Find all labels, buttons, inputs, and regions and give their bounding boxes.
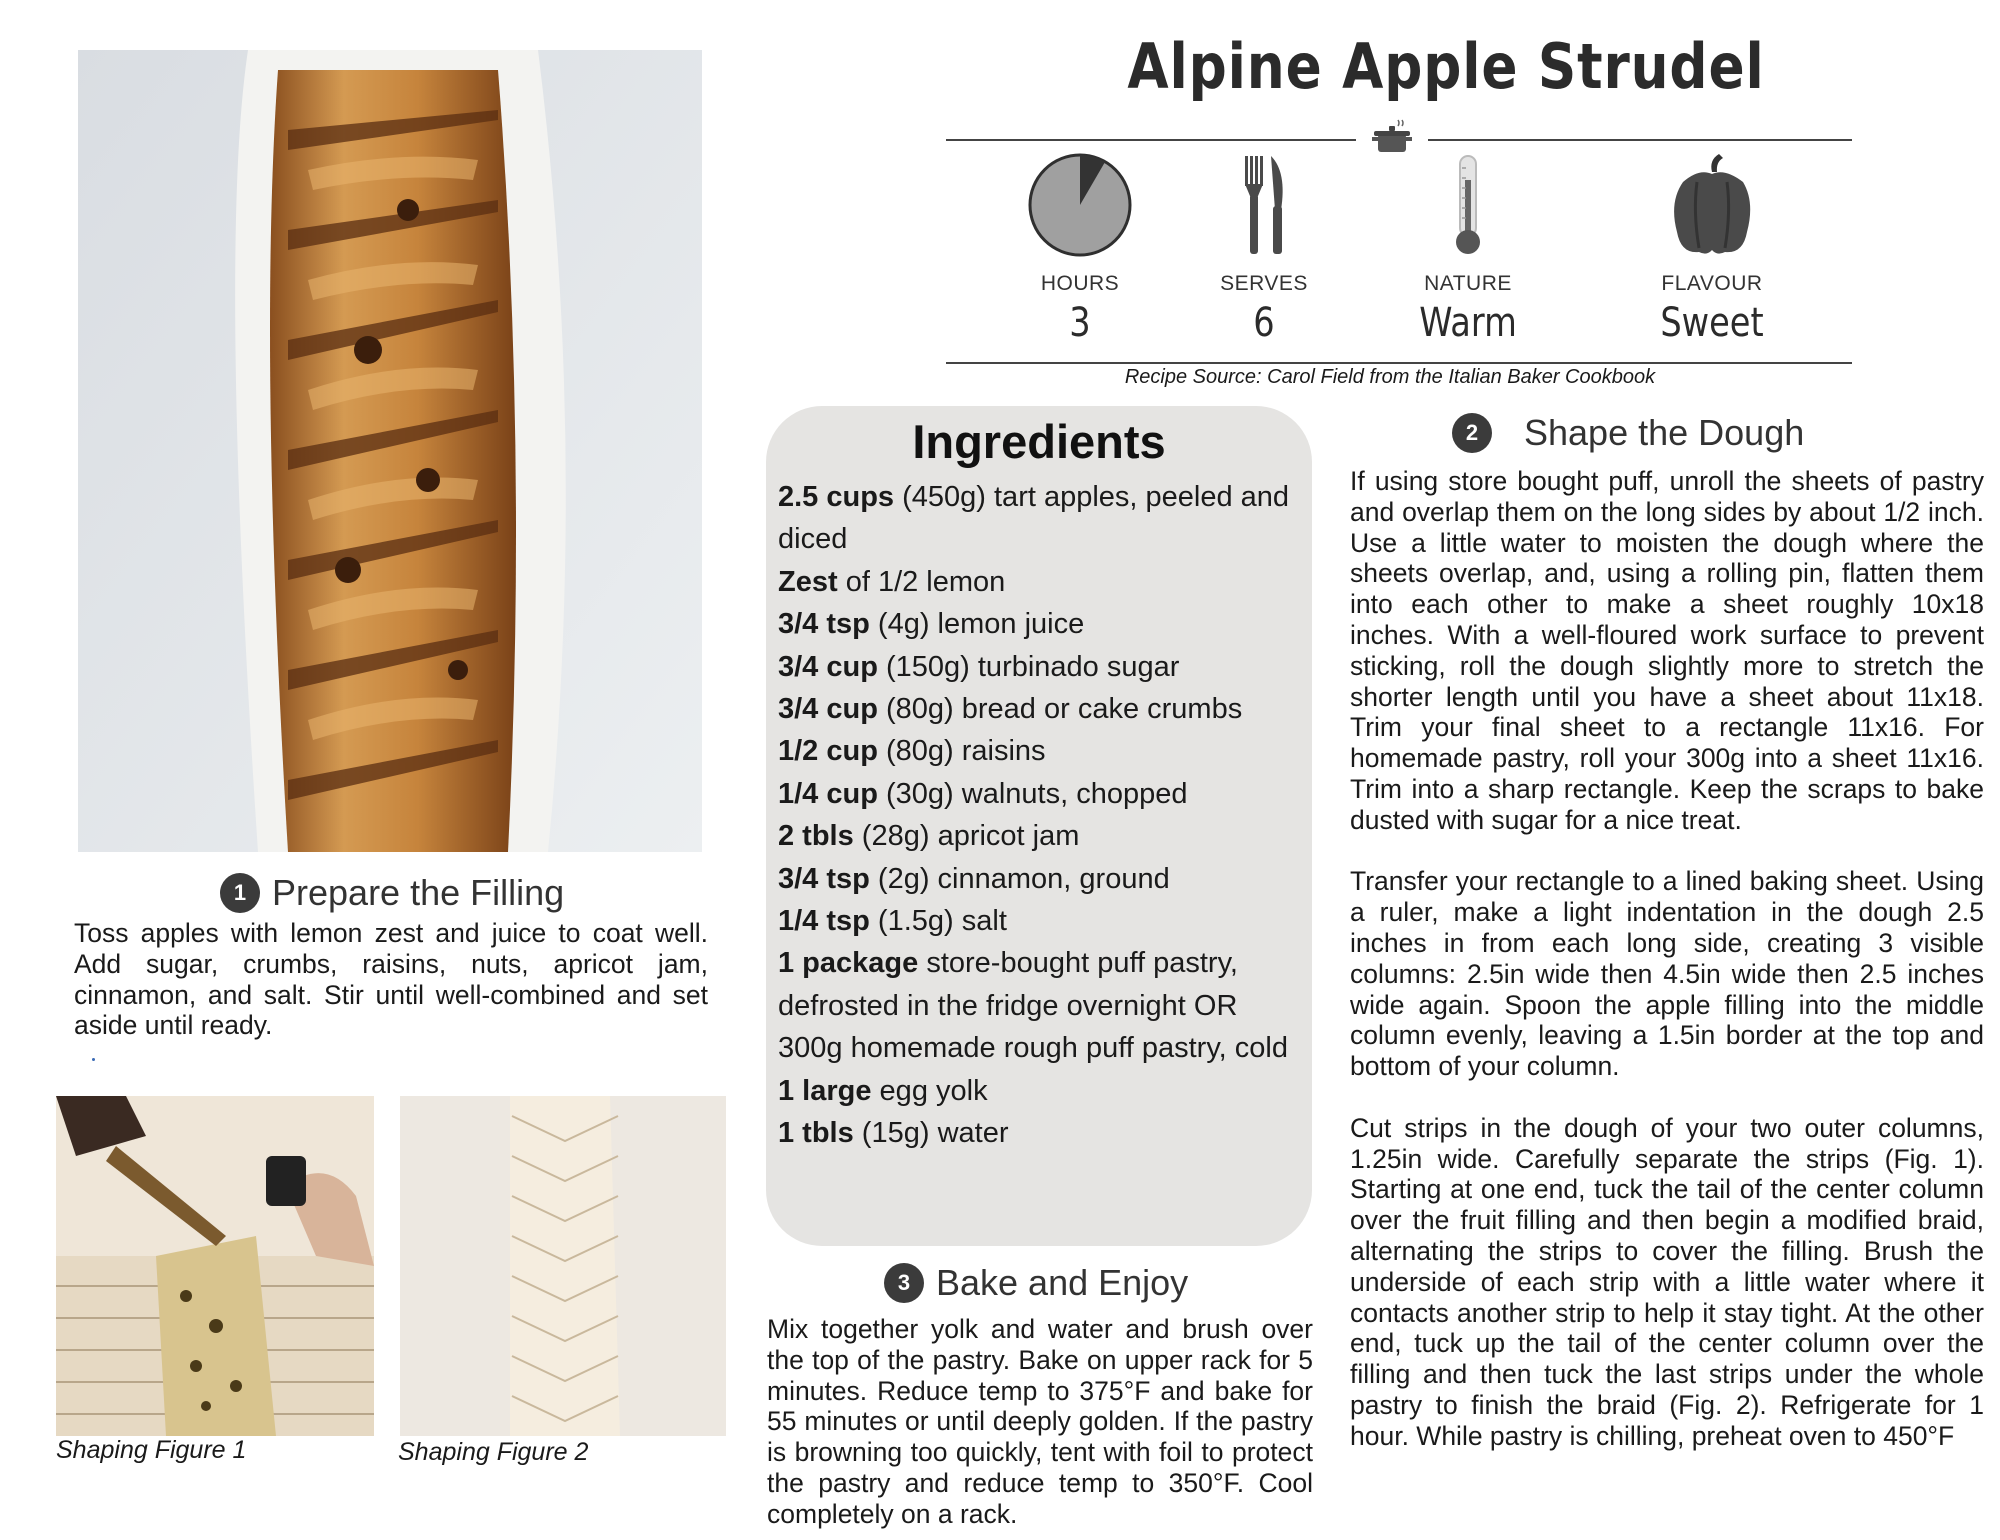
instruction-paragraph: Toss apples with lemon zest and juice to coat well. Add sugar, crumbs, raisins, nuts, apricot jam, cinnamon, and salt. Stir until well-combined and set aside until ready.	[74, 918, 708, 1041]
ingredient-qty: 1/4 tsp	[778, 905, 870, 938]
ingredient-text: egg yolk	[871, 1074, 988, 1107]
recipe-title: Alpine Apple Strudel	[1127, 30, 1765, 103]
ingredient-item	[778, 858, 1298, 900]
ingredient-qty: 1 large	[778, 1074, 872, 1107]
ingredient-text: (450g) tart apples, peeled and diced	[778, 481, 1290, 556]
instruction-paragraph: Transfer your rectangle to a lined baking sheet. Using a ruler, make a light indentation in the dough 2.5 inches in from each long side, creating 3 visible columns: 2.5in wide then 4.5in wide then 2.5 inches wide again. Spoon the apple filling into the middle column evenly, leaving a 1.5in border at the top and bottom of your column.	[1350, 866, 1984, 1082]
header-divider	[946, 362, 1852, 364]
step3-heading	[884, 1262, 1188, 1304]
strudel-photo	[78, 50, 702, 852]
ingredient-text: (80g) bread or cake crumbs	[877, 693, 1243, 726]
step1-heading	[220, 872, 564, 914]
instruction-paragraph: Mix together yolk and water and brush over the top of the pastry. Bake on upper rack for 5 minutes. Reduce temp to 375°F and bake for 55 minutes or until deeply golden. If the pastry is browning too quickly, tent with foil to protect the pastry and reduce temp to 350°F. Cool completely on a rack.	[767, 1314, 1313, 1529]
thermometer-icon	[1415, 152, 1521, 258]
ingredients-panel	[766, 406, 1312, 1246]
stat-hours	[980, 152, 1180, 346]
stat-label: HOURS	[1040, 272, 1120, 295]
shaping-figure-1-photo	[56, 1096, 374, 1436]
stat-value: 3	[1069, 300, 1091, 346]
step-number-badge: 2	[1452, 413, 1492, 453]
ingredient-qty: 1 tbls	[778, 1117, 854, 1150]
shaping-figure-2-photo	[400, 1096, 726, 1436]
stat-nature	[1368, 152, 1568, 346]
ingredient-qty: 1/2 cup	[778, 735, 878, 768]
clock-pie-icon	[1027, 152, 1133, 258]
ingredient-text: (15g) water	[853, 1117, 1009, 1150]
stat-flavour	[1612, 152, 1812, 346]
header-divider	[1428, 139, 1852, 141]
header-divider	[946, 139, 1356, 141]
figure-2-caption: Shaping Figure 2	[398, 1438, 589, 1466]
ingredient-item	[778, 1112, 1298, 1154]
ingredients-list	[778, 476, 1298, 1155]
ingredient-item	[778, 476, 1298, 561]
ingredient-item	[778, 815, 1298, 857]
step2-instructions	[1350, 466, 1984, 1452]
ingredient-qty: 3/4 cup	[778, 650, 878, 683]
ingredient-item	[778, 1070, 1298, 1112]
stat-value: 6	[1253, 300, 1275, 346]
stat-label: FLAVOUR	[1661, 272, 1763, 295]
step2-heading	[1452, 412, 1804, 454]
ingredient-text: (30g) walnuts, chopped	[877, 777, 1188, 810]
ingredient-text: (1.5g) salt	[869, 905, 1007, 938]
ingredient-qty: 2.5 cups	[778, 481, 895, 513]
ingredient-qty: 1/4 cup	[778, 777, 878, 810]
step-title: Bake and Enjoy	[936, 1262, 1189, 1303]
instruction-paragraph: If using store bought puff, unroll the sheets of pastry and overlap them on the long sides by about 1/2 inch. Use a little water to moisten the dough where the sheets overlap, and, using a rolling pin, flatten them into each other to make a sheet roughly 10x18 inches. With a well-floured work surface to prevent sticking, roll the dough slightly more to stretch the shorter length until you have a sheet about 11x18. Trim your final sheet to a rectangle 11x16. For homemade pastry, roll your 300g into a sheet 11x16. Trim into a sharp rectangle. Keep the scraps to bake dusted with sugar for a nice treat.	[1350, 466, 1984, 835]
stray-mark	[92, 1058, 95, 1061]
ingredient-item	[778, 688, 1298, 730]
ingredient-item	[778, 942, 1298, 1069]
ingredients-title: Ingredients	[912, 415, 1166, 468]
stat-label: NATURE	[1424, 272, 1512, 295]
ingredient-item	[778, 773, 1298, 815]
ingredient-qty: Zest	[778, 565, 838, 598]
stat-value: Sweet	[1660, 300, 1764, 346]
ingredient-qty: 2 tbls	[778, 820, 854, 853]
ingredient-item	[778, 646, 1298, 688]
ingredient-item	[778, 603, 1298, 645]
ingredient-text: of 1/2 lemon	[837, 565, 1006, 598]
ingredient-qty: 3/4 tsp	[778, 862, 870, 895]
fork-knife-icon	[1211, 152, 1317, 258]
step-number-badge: 3	[884, 1263, 924, 1303]
ingredient-qty: 1 package	[778, 947, 919, 980]
step-number-badge: 1	[220, 873, 260, 913]
step1-instructions	[74, 918, 708, 1041]
ingredient-text: (2g) cinnamon, ground	[869, 862, 1170, 895]
ingredient-text: (4g) lemon juice	[869, 608, 1085, 641]
ingredient-qty: 3/4 cup	[778, 693, 878, 726]
ingredient-item	[778, 900, 1298, 942]
ingredient-text: (80g) raisins	[877, 735, 1046, 768]
step-title: Shape the Dough	[1524, 412, 1805, 453]
instruction-paragraph: Cut strips in the dough of your two outer columns, 1.25in wide. Carefully separate the strips (Fig. 1). Starting at one end, tuck the tail of the center column over the fruit filling and then begin a modified braid, alternating the strips to cover the filling. Brush the underside of each strip with a little water where it contacts another strip to help it stay tight. At the other end, tuck up the tail of the center column over the filling and then tuck the last strips under the whole pastry to finish the braid (Fig. 2). Refrigerate for 1 hour. While pastry is chilling, preheat oven to 450°F	[1350, 1112, 1984, 1451]
step-title: Prepare the Filling	[272, 872, 565, 913]
bell-pepper-icon	[1659, 152, 1765, 258]
ingredient-text: (150g) turbinado sugar	[877, 650, 1180, 683]
ingredient-text: (28g) apricot jam	[853, 820, 1080, 853]
stat-value: Warm	[1419, 300, 1517, 346]
ingredient-item	[778, 561, 1298, 603]
ingredient-qty: 3/4 tsp	[778, 608, 870, 641]
figure-1-caption: Shaping Figure 1	[56, 1436, 247, 1464]
ingredient-item	[778, 730, 1298, 772]
stat-label: SERVES	[1220, 272, 1308, 295]
step3-instructions	[767, 1314, 1313, 1530]
recipe-source: Recipe Source: Carol Field from the Italian Baker Cookbook	[1124, 366, 1656, 388]
ingredient-text: store-bought puff pastry, defrosted in the fridge overnight OR 300g homemade rough puff pastry, cold	[778, 947, 1288, 1065]
stat-serves	[1164, 152, 1364, 346]
